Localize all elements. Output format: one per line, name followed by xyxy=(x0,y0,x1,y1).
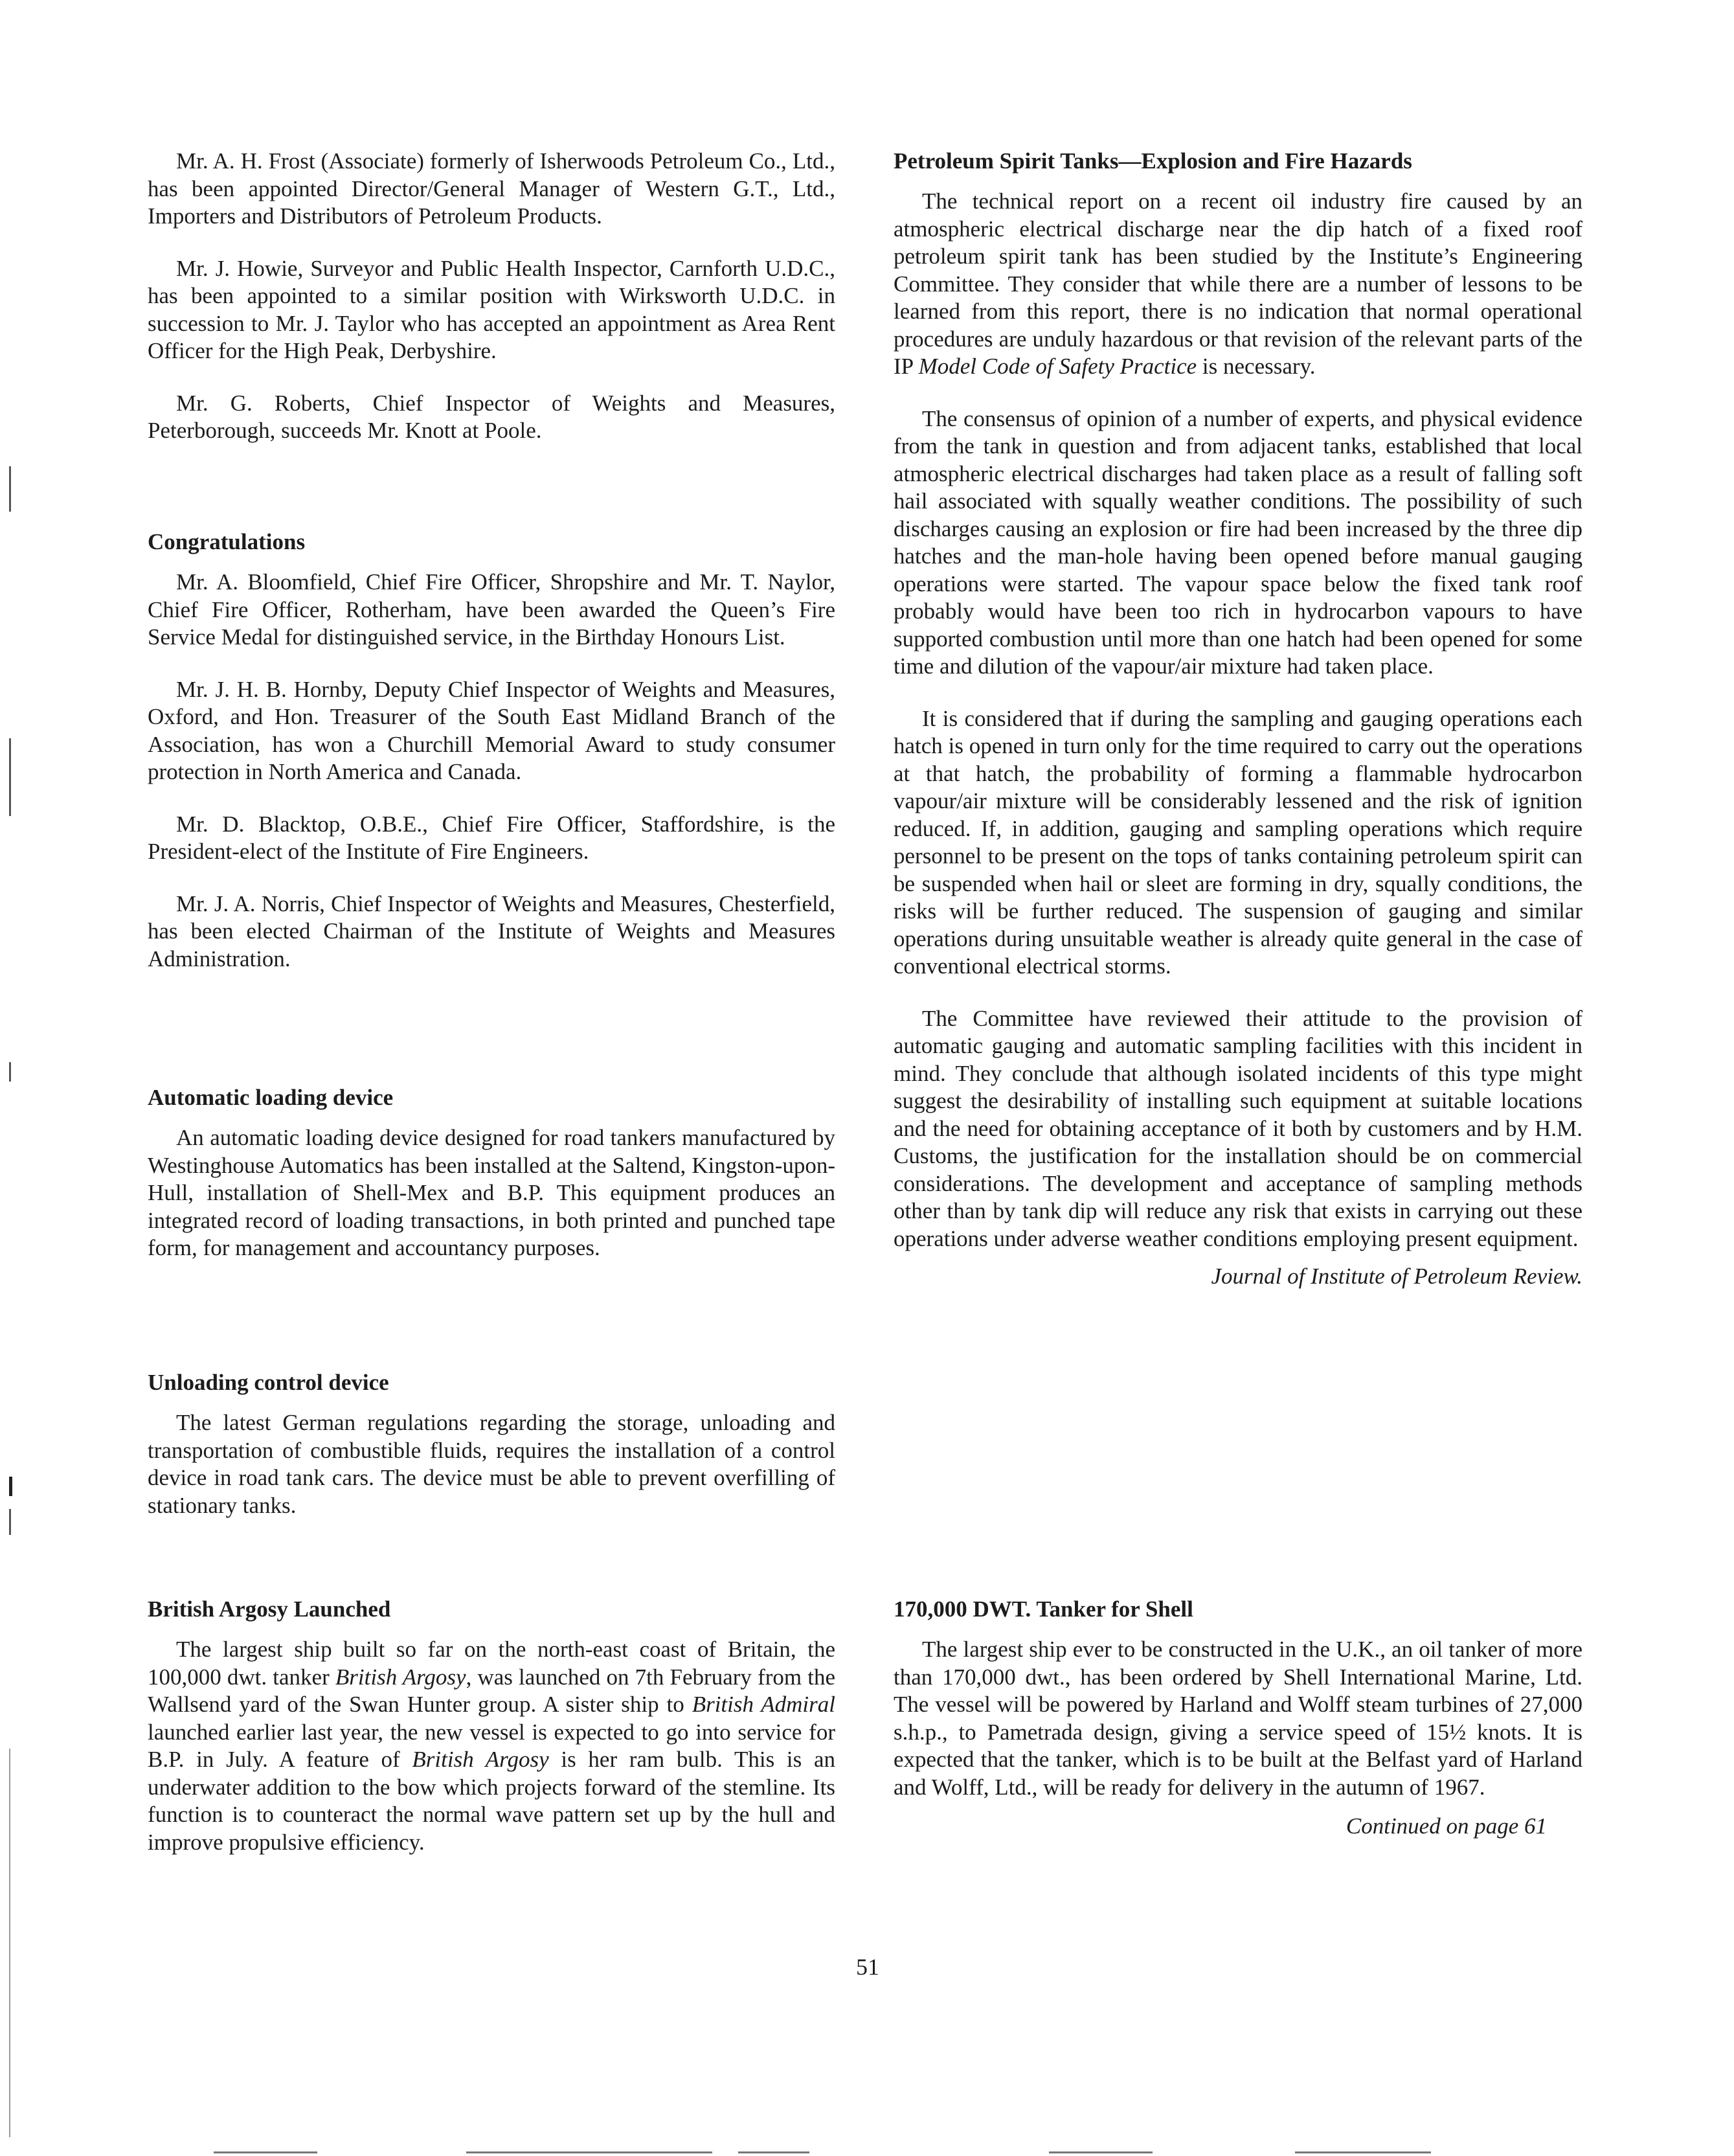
petroleum-paragraph: It is considered that if during the sampling and gauging operations each hatch is opened in turn only for the time required to carry out the operations at that hatch, the probability of forming a flammable hydrocarbon vapour/air mixture will be considerably lessened and the risk of ignition reduced. If, in addition, gauging and sampling operations which require personnel to be present on the tops of tanks containing petroleum spirit can be suspended when hail or sleet are forming in dry, squally conditions, the risks will be further reduced. The suspension of gauging and similar operations during unsuitable weather is already quite general in the case of conventional electrical storms. xyxy=(894,705,1582,979)
congratulations-section xyxy=(148,528,835,997)
argosy-text-2: , was launched on 7th February from the Wallsend yard of the Swan Hunter group. A sister ship to xyxy=(148,1664,835,1717)
ship-name: British Argosy xyxy=(335,1664,466,1690)
scan-artifact xyxy=(214,2151,317,2153)
tanker-paragraph: The largest ship ever to be constructed in the U.K., an oil tanker of more than 170,000 dwt., has been ordered by Shell International Marine, Ltd. The vessel will be powered by Harland and Wolff steam turbines of 27,000 s.h.p., to Pametrada design, giving a service speed of 15½ knots. It is expected that the tanker, which is to be built at the Belfast yard of Harland and Wolff, Ltd., will be ready for delivery in the autumn of 1967. xyxy=(894,1637,1582,1800)
ship-name: British Argosy xyxy=(412,1747,549,1772)
british-argosy-paragraph xyxy=(148,1636,835,1856)
unloading-control-heading: Unloading control device xyxy=(148,1370,389,1395)
argosy-text-4: is her ram bulb. This is an underwater addition to the bow which projects forward of the stemline. Its function is to counteract the normal wave pattern set up by the hull and improve propulsive efficiency. xyxy=(148,1747,835,1855)
scan-artifact xyxy=(9,1509,11,1535)
congratulations-paragraph: Mr. D. Blacktop, O.B.E., Chief Fire Officer, Staffordshire, is the President-elect of the Institute of Fire Engineers. xyxy=(148,811,835,864)
scan-artifact xyxy=(9,466,11,512)
ship-name: British Admiral xyxy=(692,1692,835,1717)
tanker-heading: 170,000 DWT. Tanker for Shell xyxy=(894,1596,1193,1622)
petroleum-text-b: is necessary. xyxy=(1197,354,1316,379)
appointment-roberts: Mr. G. Roberts, Chief Inspector of Weights and Measures, Peterborough, succeeds Mr. Knott at Poole. xyxy=(148,390,835,443)
petroleum-paragraph xyxy=(894,188,1582,381)
scan-artifact xyxy=(738,2151,809,2153)
tanker-section xyxy=(894,1596,1582,1841)
british-argosy-heading: British Argosy Launched xyxy=(148,1596,391,1622)
scan-artifact xyxy=(9,1062,11,1082)
automatic-loading-section xyxy=(148,1084,835,1287)
scan-artifact xyxy=(9,1749,10,2137)
unloading-control-paragraph: The latest German regulations regarding the storage, unloading and transportation of combustible fluids, requires the installation of a control device in road tank cars. The device must be able to prevent overfilling of stationary tanks. xyxy=(148,1410,835,1518)
scan-artifact xyxy=(9,738,11,816)
code-title: Model Code of Safety Practice xyxy=(918,354,1197,379)
appointment-frost: Mr. A. H. Frost (Associate) formerly of Isherwoods Petroleum Co., Ltd., has been appointed Director/General Manager of Western G.T., Ltd., Importers and Distributors of Petroleum Products. xyxy=(148,148,835,229)
scan-artifact xyxy=(1295,2151,1431,2153)
scan-artifact xyxy=(1049,2151,1153,2153)
unloading-control-section xyxy=(148,1369,835,1544)
appointment-howie: Mr. J. Howie, Surveyor and Public Health Inspector, Carnforth U.D.C., has been appointed to a similar position with Wirksworth U.D.C. in succession to Mr. J. Taylor who has accepted an appointment as Area Rent Officer for the High Peak, Derbyshire. xyxy=(148,255,835,363)
congratulations-paragraph: Mr. A. Bloomfield, Chief Fire Officer, Shropshire and Mr. T. Naylor, Chief Fire Officer, Rotherham, have been awarded the Queen’s Fire Service Medal for distinguished service, in the Birthday Honours List. xyxy=(148,569,835,650)
petroleum-text-a: The technical report on a recent oil industry fire caused by an atmospheric electrical discharge near the dip hatch of a fixed roof petroleum spirit tank has been studied by the Institute’s Engineering Committee. They consider that while there are a number of lessons to be learned from this report, there is no indication that normal operational procedures are unduly hazardous or that revision of the relevant parts of the IP xyxy=(894,188,1582,379)
scan-artifact xyxy=(466,2151,712,2153)
congratulations-paragraph: Mr. J. A. Norris, Chief Inspector of Weights and Measures, Chesterfield, has been elected Chairman of the Institute of Weights and Measures Administration. xyxy=(148,891,835,971)
congratulations-paragraph: Mr. J. H. B. Hornby, Deputy Chief Inspector of Weights and Measures, Oxford, and Hon. Treasurer of the South East Midland Branch of the Association, has won a Churchill Memorial Award to study consumer protection in North America and Canada. xyxy=(148,676,835,784)
appointments-section xyxy=(148,148,835,470)
british-argosy-section xyxy=(148,1596,835,1881)
congratulations-heading: Congratulations xyxy=(148,529,306,554)
scan-artifact xyxy=(9,1477,12,1496)
page-number: 51 xyxy=(856,1954,879,1980)
argosy-text-3: launched earlier last year, the new vessel is expected to go into service for B.P. in July. A feature of xyxy=(148,1719,835,1772)
automatic-loading-heading: Automatic loading device xyxy=(148,1085,394,1110)
argosy-text-1: The largest ship built so far on the north-east coast of Britain, the 100,000 dwt. tanker xyxy=(148,1637,835,1690)
petroleum-paragraph: The Committee have reviewed their attitude to the provision of automatic gauging and automatic sampling facilities with this incident in mind. They conclude that although isolated incidents of this type might suggest the desirability of installing such equipment at suitable locations and the need for obtaining acceptance of it both by customers and by H.M. Customs, the justification for the installation should be on commercial considerations. The development and acceptance of sampling methods other than by tank dip will reduce any risk that exists in carrying out these operations under adverse weather conditions employing present equipment. xyxy=(894,1005,1582,1251)
continued-note: Continued on page 61 xyxy=(1346,1813,1547,1839)
automatic-loading-paragraph: An automatic loading device designed for road tankers manufactured by Westinghouse Automatics has been installed at the Saltend, Kingston-upon-Hull, installation of Shell-Mex and B.P. This equipment produces an integrated record of loading transactions, in both printed and punched tape form, for management and accountancy purposes. xyxy=(148,1125,835,1260)
source-credit: Journal of Institute of Petroleum Review. xyxy=(1211,1264,1582,1289)
petroleum-heading: Petroleum Spirit Tanks—Explosion and Fire Hazards xyxy=(894,148,1412,174)
petroleum-paragraph: The consensus of opinion of a number of experts, and physical evidence from the tank in question and from adjacent tanks, established that local atmospheric electrical discharges had taken place as a result of falling soft hail associated with squally weather conditions. The possibility of such discharges causing an explosion or fire had been increased by the three dip hatches and the man-hole having been opened before manual gauging operations were started. The vapour space below the fixed tank roof probably would have been too rich in hydrocarbon vapours to have supported combustion until more than one hatch had been opened for some time and dilution of the vapour/air mixture had taken place. xyxy=(894,405,1582,679)
petroleum-section xyxy=(894,148,1582,1291)
